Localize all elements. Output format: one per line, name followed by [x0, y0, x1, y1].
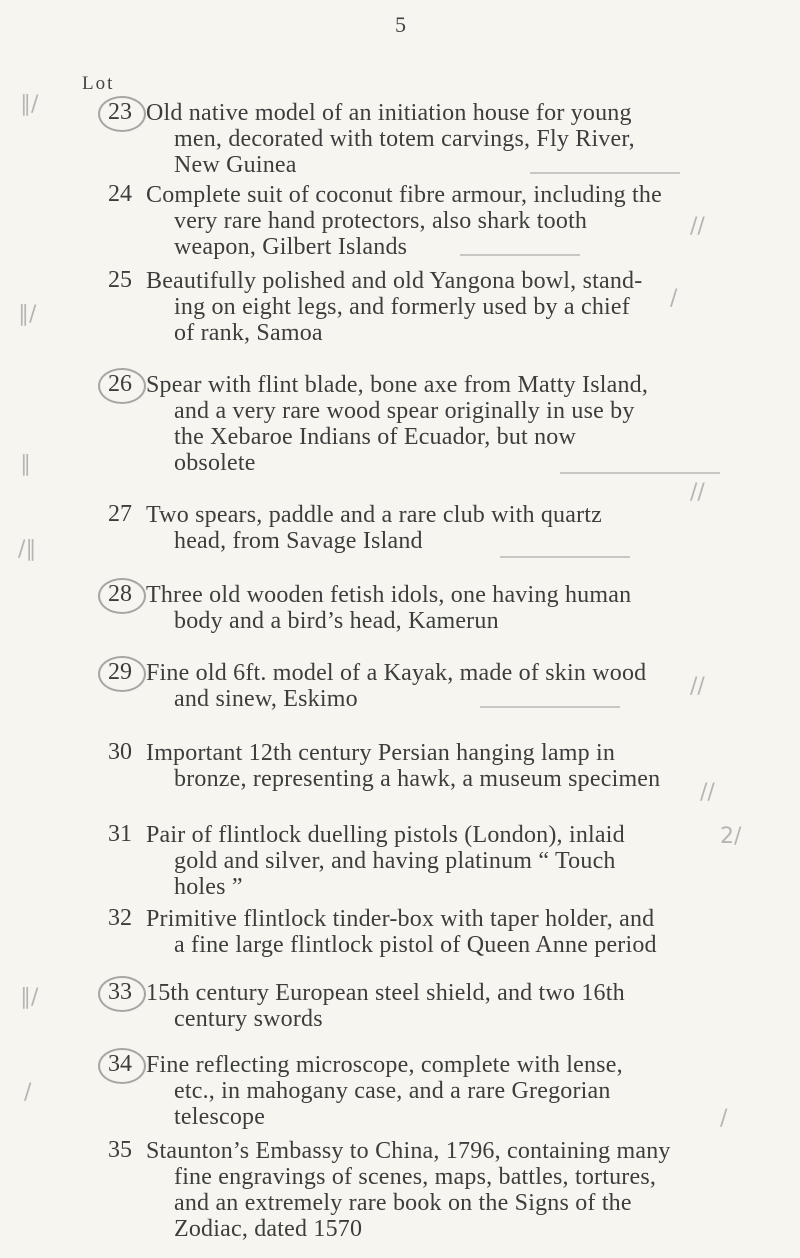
- lot-description: [146, 1052, 734, 1130]
- pencil-underline: [560, 472, 720, 474]
- lot-description-line: and sinew, Eskimo: [174, 686, 358, 712]
- lot-number: 34: [92, 1052, 132, 1077]
- lot-description: [146, 740, 734, 792]
- pencil-margin-mark: //: [690, 674, 705, 699]
- lot-description: [146, 502, 734, 554]
- lot-description-line: of rank, Samoa: [174, 320, 323, 346]
- lot-number: 35: [108, 1137, 132, 1163]
- lot-description-line: century swords: [174, 1006, 323, 1032]
- pencil-margin-mark: 2/: [720, 824, 742, 849]
- lot-number: 26: [92, 372, 132, 397]
- lot-description-line: the Xebaroe Indians of Ecuador, but now: [174, 424, 577, 450]
- lot-description: [146, 100, 734, 178]
- pencil-margin-mark: /: [670, 286, 678, 311]
- lot-description-line: Staunton’s Embassy to China, 1796, containing many: [146, 1138, 671, 1164]
- lot-description-line: and an extremely rare book on the Signs of the: [174, 1190, 632, 1216]
- lot-description: [146, 980, 734, 1032]
- pencil-margin-mark: ∥: [20, 452, 31, 477]
- lot-description: [146, 660, 734, 712]
- lot-description-line: fine engravings of scenes, maps, battles, tortures,: [174, 1164, 657, 1190]
- lot-column-header: Lot: [82, 73, 115, 94]
- lot-description-line: Spear with flint blade, bone axe from Matty Island,: [146, 372, 649, 398]
- pencil-margin-mark: /: [720, 1106, 728, 1131]
- lot-number: 33: [92, 980, 132, 1005]
- lot-description: [146, 822, 734, 900]
- pencil-underline: [480, 706, 620, 708]
- lot-description: [146, 1138, 734, 1242]
- lot-description-line: holes ”: [174, 874, 243, 900]
- pencil-margin-mark: ∥/: [20, 92, 39, 117]
- lot-description-line: Zodiac, dated 1570: [174, 1216, 363, 1242]
- lot-description-line: a fine large flintlock pistol of Queen Anne period: [174, 932, 657, 958]
- lot-description-line: Primitive flintlock tinder-box with taper holder, and: [146, 906, 655, 932]
- lot-number: 25: [108, 267, 132, 293]
- lot-description-line: Complete suit of coconut fibre armour, including the: [146, 182, 662, 208]
- pencil-underline: [530, 172, 680, 174]
- lot-number: 30: [108, 739, 132, 765]
- lot-number: 29: [92, 660, 132, 685]
- lot-number: 28: [92, 582, 132, 607]
- lot-description: [146, 182, 734, 260]
- lot-description-line: Three old wooden fetish idols, one having human: [146, 582, 632, 608]
- lot-description-line: and a very rare wood spear originally in use by: [174, 398, 635, 424]
- lot-description: [146, 906, 734, 958]
- lot-description-line: gold and silver, and having platinum “ Touch: [174, 848, 616, 874]
- page-number: 5: [395, 12, 406, 37]
- pencil-underline: [460, 254, 580, 256]
- pencil-underline: [500, 556, 630, 558]
- lot-description-line: head, from Savage Island: [174, 528, 423, 554]
- lot-description-line: New Guinea: [174, 152, 297, 178]
- lot-description-line: etc., in mahogany case, and a rare Gregorian: [174, 1078, 611, 1104]
- lot-description-line: very rare hand protectors, also shark tooth: [174, 208, 588, 234]
- pencil-margin-mark: //: [700, 780, 715, 805]
- lot-description-line: Important 12th century Persian hanging lamp in: [146, 740, 616, 766]
- lot-description-line: Fine old 6ft. model of a Kayak, made of skin wood: [146, 660, 647, 686]
- pencil-margin-mark: //: [690, 480, 705, 505]
- lot-description-line: Fine reflecting microscope, complete with lense,: [146, 1052, 623, 1078]
- pencil-margin-mark: //: [690, 214, 705, 239]
- lot-number: 32: [108, 905, 132, 931]
- lot-description-line: Beautifully polished and old Yangona bowl, stand-: [146, 268, 643, 294]
- lot-description-line: bronze, representing a hawk, a museum specimen: [174, 766, 661, 792]
- lot-description: [146, 372, 734, 476]
- lot-description-line: Two spears, paddle and a rare club with quartz: [146, 502, 603, 528]
- lot-description: [146, 582, 734, 634]
- lot-description-line: men, decorated with totem carvings, Fly River,: [174, 126, 635, 152]
- lot-description-line: body and a bird’s head, Kamerun: [174, 608, 499, 634]
- lot-number: 31: [108, 821, 132, 847]
- lot-description-line: telescope: [174, 1104, 266, 1130]
- pencil-margin-mark: /∥: [18, 537, 37, 562]
- lot-description: [146, 268, 734, 346]
- lot-description-line: Old native model of an initiation house for young: [146, 100, 632, 126]
- lot-description-line: ing on eight legs, and formerly used by a chief: [174, 294, 630, 320]
- lot-description-line: Pair of flintlock duelling pistols (London), inlaid: [146, 822, 625, 848]
- pencil-margin-mark: ∥/: [18, 302, 37, 327]
- pencil-margin-mark: ∥/: [20, 985, 39, 1010]
- lot-description-line: weapon, Gilbert Islands: [174, 234, 408, 260]
- lot-number: 27: [108, 501, 132, 527]
- lot-description-line: obsolete: [174, 450, 256, 476]
- lot-number: 23: [92, 100, 132, 125]
- pencil-margin-mark: /: [24, 1080, 32, 1105]
- lot-description-line: 15th century European steel shield, and two 16th: [146, 980, 625, 1006]
- lot-number: 24: [108, 181, 132, 207]
